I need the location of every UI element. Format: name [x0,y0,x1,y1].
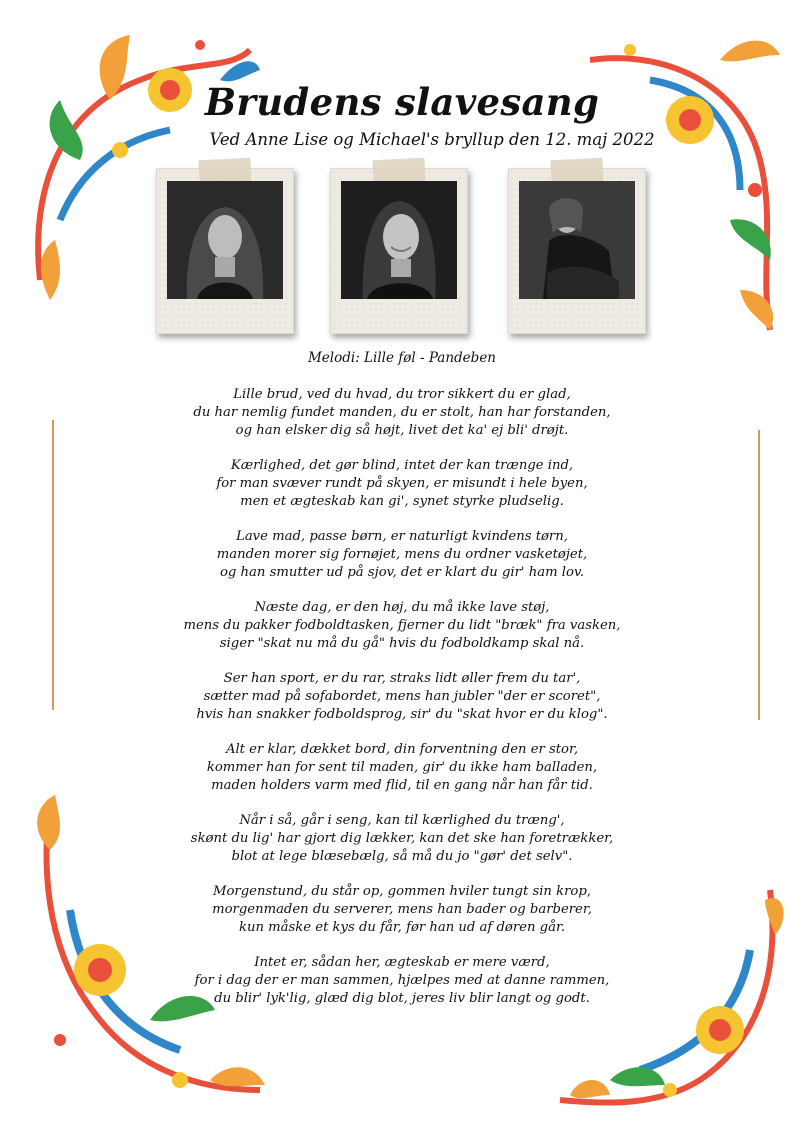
verse-2 [0,457,804,511]
verse-line: kun måske et kys du får, før han ud af døren går. [238,920,566,935]
verse-line: mens du pakker fodboldtasken, fjerner du lidt "bræk" fra vasken, [183,618,621,633]
verse-line: blot at lege blæsebælg, så må du jo "gør' det selv". [231,849,573,864]
verse-line: Næste dag, er den høj, du må ikke lave støj, [254,600,550,615]
verse-4 [0,599,804,653]
verse-line: kommer han for sent til maden, gir' du ikke ham balladen, [206,760,598,775]
portrait-photo-1 [167,181,283,299]
verse-line: og han elsker dig så højt, livet det ka' ej bli' drøjt. [235,423,569,438]
verse-3 [0,528,804,582]
verse-line: Lave mad, passe børn, er naturligt kvindens tørn, [236,529,568,544]
verse-line: morgenmaden du serverer, mens han bader og barberer, [212,902,592,917]
verse-line: men et ægteskab kan gi', synet styrke pludselig. [240,494,564,509]
verse-line: Alt er klar, dækket bord, din forventning den er stor, [225,742,579,757]
verse-line: sætter mad på sofabordet, mens han jubler "der er scoret", [203,689,601,704]
verse-line: Ser han sport, er du rar, straks lidt øller frem du tar', [223,671,581,686]
portrait-photo-3 [519,181,635,299]
polaroid-photo-2 [330,168,468,334]
polaroid-photo-1 [156,168,294,334]
verse-line: maden holders varm med flid, til en gang når han får tid. [211,778,593,793]
verse-line: Når i så, går i seng, kan til kærlighed du træng', [239,813,565,828]
polaroid-photo-3 [508,168,646,334]
verse-5 [0,670,804,724]
verse-line: Lille brud, ved du hvad, du tror sikkert du er glad, [233,387,571,402]
portrait-photo-2 [341,181,457,299]
verse-line: skønt du lig' har gjort dig lækker, kan det ske han foretrækker, [190,831,614,846]
page-subtitle: Ved Anne Lise og Michael's bryllup den 12. maj 2022 [209,130,655,149]
verse-line: manden morer sig fornøjet, mens du ordner vasketøjet, [216,547,588,562]
page-title: Brudens slavesang [204,80,600,124]
verses [0,386,804,1025]
verse-line: for i dag der er man sammen, hjælpes med at danne rammen, [194,973,610,988]
verse-9 [0,954,804,1008]
verse-line: du blir' lyk'lig, glæd dig blot, jeres liv blir langt og godt. [214,991,590,1006]
verse-line: Morgenstund, du står op, gommen hviler tungt sin krop, [212,884,591,899]
verse-8 [0,883,804,937]
verse-line: og han smutter ud på sjov, det er klart du gir' ham lov. [219,565,585,580]
verse-line: Intet er, sådan her, ægteskab er mere værd, [254,955,550,970]
verse-line: for man svæver rundt på skyen, er misundt i hele byen, [216,476,588,491]
verse-7 [0,812,804,866]
verse-1 [0,386,804,440]
verse-line: hvis han snakker fodboldsprog, sir' du "skat hvor er du klog". [196,707,608,722]
verse-line: Kærlighed, det gør blind, intet der kan trænge ind, [230,458,574,473]
verse-line: siger "skat nu må du gå" hvis du fodboldkamp skal nå. [219,636,585,651]
verse-6 [0,741,804,795]
melody-note: Melodi: Lille føl - Pandeben [307,350,497,366]
verse-line: du har nemlig fundet manden, du er stolt, han har forstanden, [193,405,611,420]
